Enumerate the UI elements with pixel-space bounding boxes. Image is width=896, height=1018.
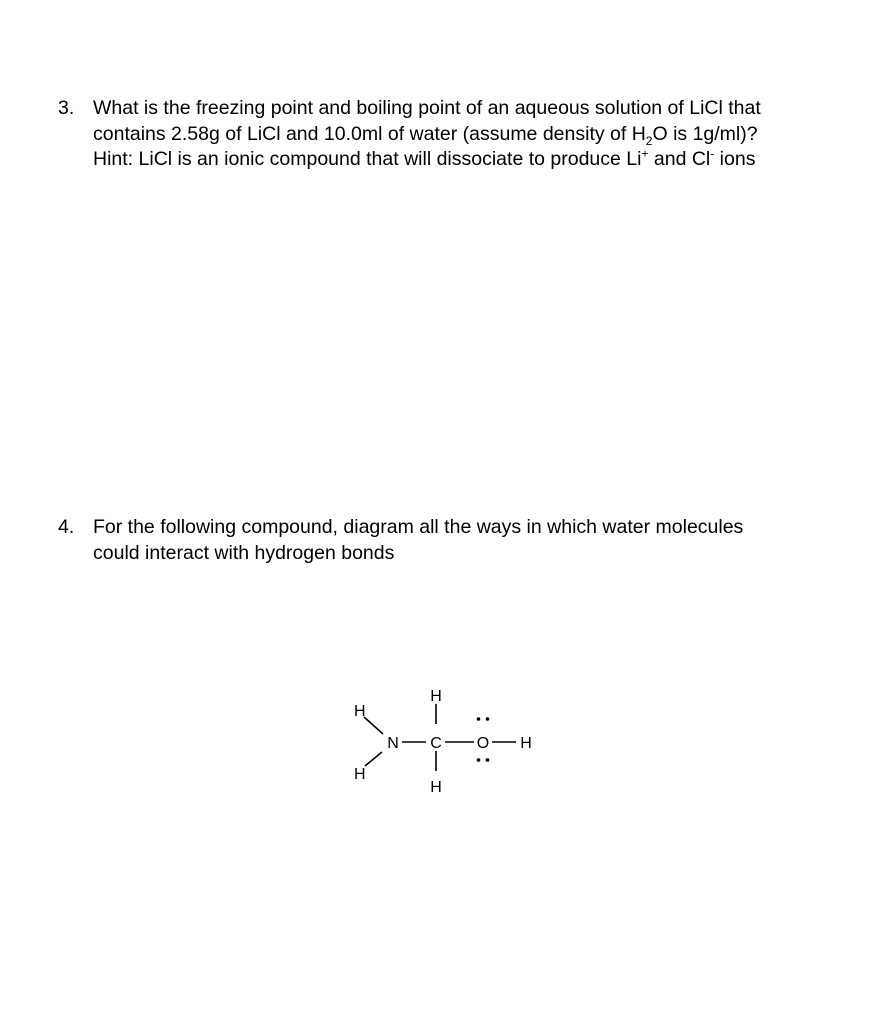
- water-subscript: 2: [645, 133, 653, 148]
- lone-pair-bottom: [477, 758, 490, 762]
- atom-h-amine-bottom: H: [354, 766, 366, 783]
- question-4-line-2: could interact with hydrogen bonds: [93, 541, 395, 564]
- question-3-number: 3.: [58, 97, 75, 119]
- question-3-line-2-after: O is 1g/ml)?: [652, 122, 758, 145]
- atom-h-carbon-bottom: H: [430, 779, 442, 796]
- question-3-line-1: What is the freezing point and boiling point of an aqueous solution of LiCl that: [93, 97, 761, 119]
- question-4-number: 4.: [58, 516, 75, 538]
- molecule-structure: [340, 672, 560, 802]
- question-3-hint-before: Hint: LiCl is an ionic compound that will dissociate to produce Li: [93, 148, 642, 170]
- atom-h-amine-top: H: [354, 703, 366, 720]
- question-3-text: [93, 96, 858, 173]
- question-4-line-1: For the following compound, diagram all the ways in which water molecules: [93, 516, 744, 538]
- atom-carbon: C: [430, 735, 442, 752]
- lithium-charge: +: [641, 146, 649, 161]
- question-3-line-2: [93, 122, 858, 148]
- question-4: [58, 515, 858, 566]
- question-3-line-3: [93, 147, 858, 173]
- question-3-hint-after: ions: [714, 148, 756, 170]
- question-3-hint-middle: and Cl: [648, 148, 711, 170]
- chloride-charge: -: [710, 146, 715, 161]
- bond-h-n-top: [364, 717, 383, 734]
- atom-nitrogen: N: [387, 735, 399, 752]
- bond-h-n-bottom: [365, 752, 382, 766]
- question-3: [58, 96, 858, 173]
- question-3-line-2-before: contains 2.58g of LiCl and 10.0ml of water (assume density of H: [93, 122, 646, 145]
- lone-pair-top: [477, 717, 490, 721]
- atom-oxygen: O: [476, 735, 490, 752]
- question-4-text: [93, 515, 858, 566]
- atom-h-hydroxyl: H: [520, 735, 532, 752]
- atom-h-carbon-top: H: [430, 688, 442, 705]
